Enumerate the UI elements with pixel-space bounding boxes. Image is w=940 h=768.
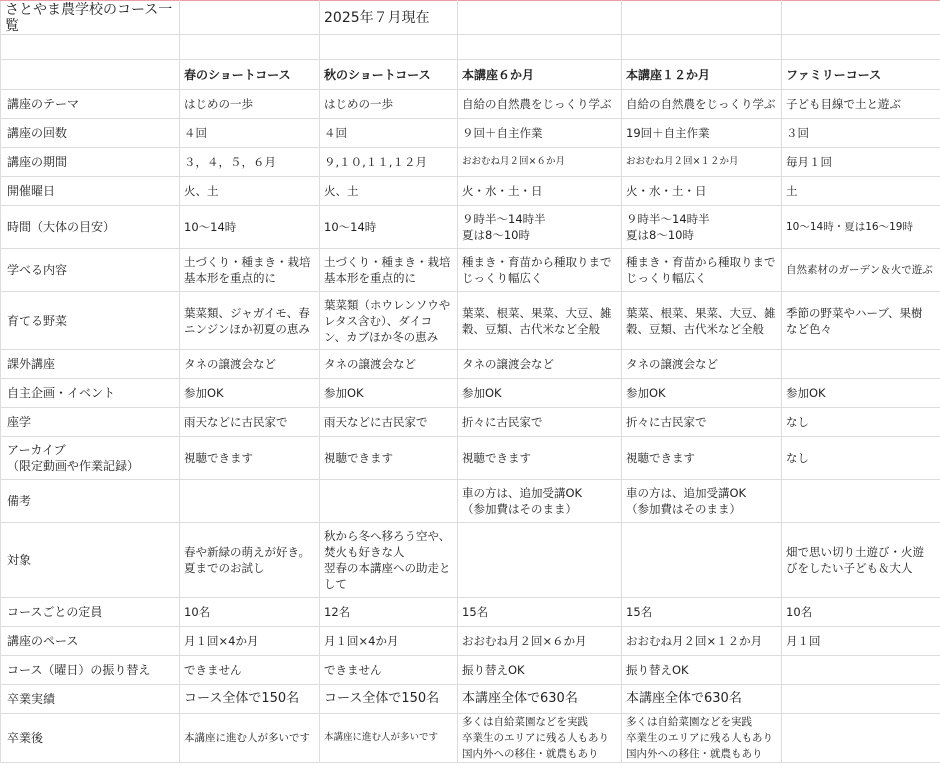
column-header[interactable]: 秋のショートコース: [320, 60, 458, 90]
table-cell[interactable]: [458, 523, 622, 598]
table-cell[interactable]: 参加OK: [458, 379, 622, 408]
table-cell[interactable]: ９回＋自主作業: [458, 119, 622, 148]
table-cell[interactable]: はじめの一歩: [320, 90, 458, 119]
row-label[interactable]: 自主企画・イベント: [1, 379, 180, 408]
table-row: [1, 685, 940, 714]
table-cell[interactable]: 視聴できます: [180, 437, 320, 480]
table-cell[interactable]: 火、土: [180, 177, 320, 206]
table-cell[interactable]: 19回＋自主作業: [622, 119, 782, 148]
table-cell[interactable]: コース全体で150名: [320, 685, 458, 714]
table-cell[interactable]: 車の方は、追加受講OK （参加費はそのまま）: [622, 480, 782, 523]
table-cell[interactable]: 雨天などに古民家で: [180, 408, 320, 437]
table-cell[interactable]: 参加OK: [320, 379, 458, 408]
table-row: [1, 249, 940, 292]
header-row: [1, 60, 940, 90]
row-label[interactable]: 課外講座: [1, 350, 180, 379]
table-cell[interactable]: 葉菜、根菜、果菜、大豆、雑 穀、豆類、古代米など全般: [622, 292, 782, 350]
table-cell[interactable]: 葉菜類（ホウレンソウや レタス含む）、ダイコ ン、カブほか冬の恵み: [320, 292, 458, 350]
table-cell[interactable]: [782, 685, 940, 714]
cell-empty[interactable]: [180, 35, 320, 60]
table-row: [1, 206, 940, 249]
title-row: [1, 1, 940, 35]
table-cell[interactable]: 火、土: [320, 177, 458, 206]
table-cell[interactable]: 10〜14時: [320, 206, 458, 249]
table-cell[interactable]: 自給の自然農をじっくり学ぶ: [458, 90, 622, 119]
table-cell[interactable]: 視聴できます: [622, 437, 782, 480]
row-label[interactable]: 座学: [1, 408, 180, 437]
row-label[interactable]: 講座の回数: [1, 119, 180, 148]
table-cell[interactable]: [782, 480, 940, 523]
table-cell[interactable]: 土づくり・種まき・栽培 基本形を重点的に: [180, 249, 320, 292]
table-cell[interactable]: おおむね月２回×１２か月: [622, 148, 782, 177]
table-row: [1, 408, 940, 437]
row-label[interactable]: コース（曜日）の振り替え: [1, 656, 180, 685]
table-cell[interactable]: タネの譲渡会など: [622, 350, 782, 379]
cell-empty[interactable]: [782, 1, 940, 35]
table-row: [1, 177, 940, 206]
table-cell[interactable]: 振り替えOK: [458, 656, 622, 685]
table-cell[interactable]: 季節の野菜やハーブ、果樹 など色々: [782, 292, 940, 350]
table-row: [1, 523, 940, 598]
table-cell[interactable]: 本講座に進む人が多いです: [180, 714, 320, 763]
table-cell[interactable]: 折々に古民家で: [622, 408, 782, 437]
table-row: [1, 598, 940, 627]
row-label[interactable]: 学べる内容: [1, 249, 180, 292]
table-cell[interactable]: 土: [782, 177, 940, 206]
table-cell[interactable]: 車の方は、追加受講OK （参加費はそのまま）: [458, 480, 622, 523]
table-cell[interactable]: 振り替えOK: [622, 656, 782, 685]
table-cell[interactable]: 本講座に進む人が多いです: [320, 714, 458, 763]
table-cell[interactable]: できません: [180, 656, 320, 685]
table-cell[interactable]: 雨天などに古民家で: [320, 408, 458, 437]
table-cell[interactable]: 火・水・土・日: [458, 177, 622, 206]
row-label[interactable]: 卒業後: [1, 714, 180, 763]
row-label[interactable]: 講座のテーマ: [1, 90, 180, 119]
table-cell[interactable]: 月１回: [782, 627, 940, 656]
column-header[interactable]: 本講座１２か月: [622, 60, 782, 90]
table-cell[interactable]: [782, 350, 940, 379]
table-cell[interactable]: 月１回×4か月: [320, 627, 458, 656]
table-row: [1, 379, 940, 408]
table-cell[interactable]: なし: [782, 437, 940, 480]
sheet-title[interactable]: さとやま農学校のコース一覧: [1, 1, 180, 35]
row-label[interactable]: 講座の期間: [1, 148, 180, 177]
table-cell[interactable]: なし: [782, 408, 940, 437]
table-cell[interactable]: タネの譲渡会など: [180, 350, 320, 379]
table-cell[interactable]: 折々に古民家で: [458, 408, 622, 437]
table-cell[interactable]: 春や新緑の萌えが好き。 夏までのお試し: [180, 523, 320, 598]
row-label[interactable]: 時間（大体の目安）: [1, 206, 180, 249]
row-label[interactable]: 育てる野菜: [1, 292, 180, 350]
header-empty[interactable]: [1, 60, 180, 90]
table-cell[interactable]: おおむね月２回×１２か月: [622, 627, 782, 656]
table-cell[interactable]: 10〜14時・夏は16〜19時: [782, 206, 940, 249]
table-cell[interactable]: ３回: [782, 119, 940, 148]
table-row: [1, 656, 940, 685]
table-cell[interactable]: 視聴できます: [458, 437, 622, 480]
table-cell[interactable]: 子ども目線で土と遊ぶ: [782, 90, 940, 119]
table-cell[interactable]: おおむね月２回×６か月: [458, 148, 622, 177]
table-cell[interactable]: ９,１０,１１,１２月: [320, 148, 458, 177]
table-cell[interactable]: ４回: [180, 119, 320, 148]
table-row: [1, 292, 940, 350]
table-cell[interactable]: 参加OK: [782, 379, 940, 408]
table-cell[interactable]: ４回: [320, 119, 458, 148]
table-cell[interactable]: 葉菜、根菜、果菜、大豆、雑 穀、豆類、古代米など全般: [458, 292, 622, 350]
cell-empty[interactable]: [458, 1, 622, 35]
table-cell[interactable]: 本講座全体で630名: [622, 685, 782, 714]
row-label[interactable]: コースごとの定員: [1, 598, 180, 627]
date-note[interactable]: 2025年７月現在: [320, 1, 458, 35]
table-cell[interactable]: 多くは自給菜園などを実践 卒業生のエリアに残る人もあり 国内外への移住・就農もあり: [458, 714, 622, 763]
table-cell[interactable]: 毎月１回: [782, 148, 940, 177]
row-label[interactable]: 講座のペース: [1, 627, 180, 656]
column-header[interactable]: ファミリーコース: [782, 60, 940, 90]
table-cell[interactable]: 自給の自然農をじっくり学ぶ: [622, 90, 782, 119]
table-cell[interactable]: 10名: [180, 598, 320, 627]
table-cell[interactable]: できません: [320, 656, 458, 685]
table-cell[interactable]: 秋から冬へ移ろう空や、 焚火も好きな人 翌春の本講座への助走と して: [320, 523, 458, 598]
table-cell[interactable]: 種まき・育苗から種取りまで じっくり幅広く: [458, 249, 622, 292]
table-cell[interactable]: 土づくり・種まき・栽培 基本形を重点的に: [320, 249, 458, 292]
table-row: [1, 480, 940, 523]
table-row: [1, 627, 940, 656]
table-cell[interactable]: 12名: [320, 598, 458, 627]
table-cell[interactable]: 参加OK: [180, 379, 320, 408]
table-row: [1, 350, 940, 379]
cell-empty[interactable]: [320, 35, 458, 60]
table-cell[interactable]: 火・水・土・日: [622, 177, 782, 206]
table-cell[interactable]: 15名: [622, 598, 782, 627]
table-cell[interactable]: 10名: [782, 598, 940, 627]
table-cell[interactable]: 種まき・育苗から種取りまで じっくり幅広く: [622, 249, 782, 292]
cell-empty[interactable]: [622, 1, 782, 35]
table-cell[interactable]: タネの譲渡会など: [458, 350, 622, 379]
table-cell[interactable]: 本講座全体で630名: [458, 685, 622, 714]
table-cell[interactable]: 畑で思い切り土遊び・火遊 びをしたい子ども＆大人: [782, 523, 940, 598]
table-cell[interactable]: [622, 523, 782, 598]
table-body: [1, 90, 940, 763]
table-row: [1, 714, 940, 763]
table-cell[interactable]: [180, 480, 320, 523]
table-cell[interactable]: 葉菜類、ジャガイモ、春 ニンジンほか初夏の恵み: [180, 292, 320, 350]
table-cell[interactable]: [320, 480, 458, 523]
table-row: [1, 148, 940, 177]
row-label[interactable]: アーカイブ （限定動画や作業記録）: [1, 437, 180, 480]
cell-empty[interactable]: [622, 35, 782, 60]
table-cell[interactable]: [782, 656, 940, 685]
table-cell[interactable]: おおむね月２回×６か月: [458, 627, 622, 656]
cell-empty[interactable]: [782, 35, 940, 60]
cell-empty[interactable]: [458, 35, 622, 60]
table-row: [1, 90, 940, 119]
table-cell[interactable]: [782, 714, 940, 763]
table-row: [1, 437, 940, 480]
table-cell[interactable]: ９時半〜14時半 夏は8〜10時: [622, 206, 782, 249]
cell-empty[interactable]: [180, 1, 320, 35]
table-cell[interactable]: 10〜14時: [180, 206, 320, 249]
table-row: [1, 119, 940, 148]
row-label[interactable]: 卒業実績: [1, 685, 180, 714]
row-label[interactable]: 備考: [1, 480, 180, 523]
table-cell[interactable]: 自然素材のガーデン＆火で遊ぶ: [782, 249, 940, 292]
row-label[interactable]: 開催曜日: [1, 177, 180, 206]
table-cell[interactable]: タネの譲渡会など: [320, 350, 458, 379]
row-label[interactable]: 対象: [1, 523, 180, 598]
table-cell[interactable]: 多くは自給菜園などを実践 卒業生のエリアに残る人もあり 国内外への移住・就農もあり: [622, 714, 782, 763]
column-header[interactable]: 春のショートコース: [180, 60, 320, 90]
table-cell[interactable]: ３，４，５，６月: [180, 148, 320, 177]
table-cell[interactable]: コース全体で150名: [180, 685, 320, 714]
table-cell[interactable]: 月１回×4か月: [180, 627, 320, 656]
column-header[interactable]: 本講座６か月: [458, 60, 622, 90]
table-cell[interactable]: はじめの一歩: [180, 90, 320, 119]
table-cell[interactable]: ９時半〜14時半 夏は8〜10時: [458, 206, 622, 249]
table-cell[interactable]: 視聴できます: [320, 437, 458, 480]
table-cell[interactable]: 参加OK: [622, 379, 782, 408]
cell-empty[interactable]: [1, 35, 180, 60]
table-cell[interactable]: 15名: [458, 598, 622, 627]
spacer-row: [1, 35, 940, 60]
